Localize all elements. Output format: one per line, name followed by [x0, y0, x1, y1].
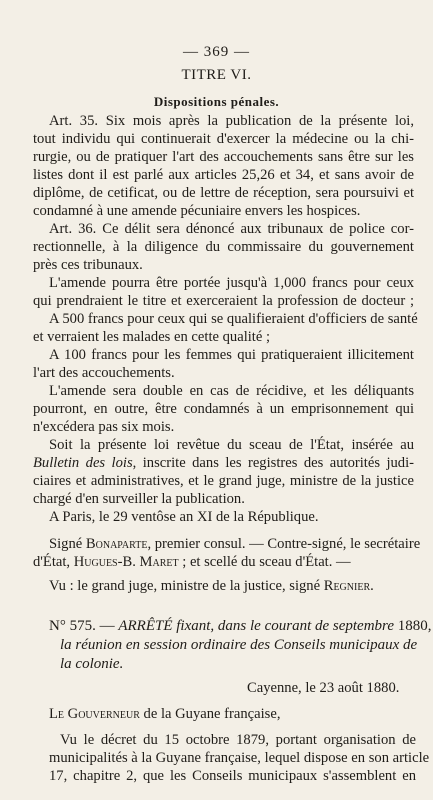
- gouverneur-label: Le Gouverneur: [49, 706, 140, 722]
- gouverneur-line: Le Gouverneur de la Guyane française,: [49, 706, 281, 722]
- arrete-para-line-1: Vu le décret du 15 octobre 1879, portant organisation de: [60, 732, 416, 748]
- art36-line-8: A 100 francs pour les femmes qui pratiqueraient illicitement: [49, 347, 414, 363]
- promulgation-line-4: chargé d'en surveiller la publication.: [33, 491, 245, 507]
- arrete-number: N° 575. —: [49, 618, 119, 634]
- art36-line-12: n'excédera pas six mois.: [33, 419, 175, 435]
- arrete-heading-line-2: la réunion en session ordinaire des Conseils municipaux de: [60, 637, 418, 653]
- signature-line-1: Signé Bonaparte, premier consul. — Contre-signé, le secrétaire: [49, 536, 421, 552]
- art35-line-5: diplôme, de cetificat, ou de lettre de réception, sera poursuivi et: [33, 185, 414, 201]
- promulgation-line-2: Bulletin des lois, inscrite dans les registres des autorités judi-: [33, 455, 415, 471]
- arrete-date: Cayenne, le 23 août 1880.: [247, 680, 400, 696]
- art36-line-5: qui prendraient le titre et exerceraient la profession de docteur ;: [33, 293, 414, 309]
- signatory-bonaparte: Bonaparte: [85, 536, 148, 552]
- arrete-year: 1880,: [397, 618, 432, 634]
- art36-line-10: L'amende sera double en cas de récidive, et les déliquants: [49, 383, 414, 399]
- section-title: TITRE VI.: [181, 67, 252, 83]
- art35-line-2: tout individu qui continuerait d'exercer la médecine ou la chi-: [33, 131, 414, 147]
- arrete-heading-line-3: la colonie.: [60, 656, 124, 672]
- art36-line-9: l'art des accouchements.: [33, 365, 175, 381]
- promulgation-line-3: ciaires et administratives, et le grand juge, ministre de la justice: [33, 473, 414, 489]
- art36-line-1: Art. 36. Ce délit sera dénoncé aux tribunaux de police cor-: [49, 221, 414, 237]
- signatory-regnier: Regnier: [323, 578, 371, 594]
- signature-line-2: d'État, Hugues-B. Maret ; et scellé du sceau d'État. —: [33, 554, 351, 570]
- promulgation-line-5: A Paris, le 29 ventôse an XI de la République.: [49, 509, 319, 525]
- arrete-title: ARRÊTÉ fixant, dans le courant de septembre: [118, 618, 398, 634]
- arrete-heading-line-1: [49, 618, 431, 635]
- art36-line-3: près ces tribunaux.: [33, 257, 143, 273]
- art35-line-1: Art. 35. Six mois après la publication de la présente loi,: [49, 113, 414, 129]
- art35-line-4: listes dont il est parlé aux articles 25,26 et 34, et sans avoir de: [33, 167, 414, 183]
- bulletin-des-lois: Bulletin des lois: [33, 455, 133, 471]
- art35-line-6: condamné à une amende pécuniaire envers les hospices.: [33, 203, 361, 219]
- art36-line-2: rectionnelle, à la diligence du commissaire du gouvernement: [33, 239, 414, 255]
- art36-line-4: L'amende pourra être portée jusqu'à 1,000 francs pour ceux: [49, 275, 414, 291]
- signature-line-3: Vu : le grand juge, ministre de la justice, signé Regnier.: [49, 578, 374, 594]
- art36-line-7: et verraient les malades en cette qualité ;: [33, 329, 271, 345]
- section-subtitle: Dispositions pénales.: [153, 94, 280, 109]
- promulgation-line-1: Soit la présente loi revêtue du sceau de l'État, insérée au: [49, 437, 414, 453]
- art36-line-11: pourront, en outre, être condamnés à un emprisonnement qui: [33, 401, 414, 417]
- arrete-para-line-3: 17, chapitre 2, que les Conseils municipaux s'assemblent en: [49, 768, 416, 784]
- page-number: — 369 —: [183, 44, 250, 60]
- art35-line-3: rurgie, ou de pratiquer l'art des accouchements sans être sur les: [33, 149, 414, 165]
- art36-line-6: A 500 francs pour ceux qui se qualifieraient d'officiers de santé: [49, 311, 418, 327]
- arrete-para-line-2: municipalités à la Guyane française, lequel dispose en son article: [49, 750, 430, 766]
- signatory-maret: Hugues-B. Maret: [73, 554, 179, 570]
